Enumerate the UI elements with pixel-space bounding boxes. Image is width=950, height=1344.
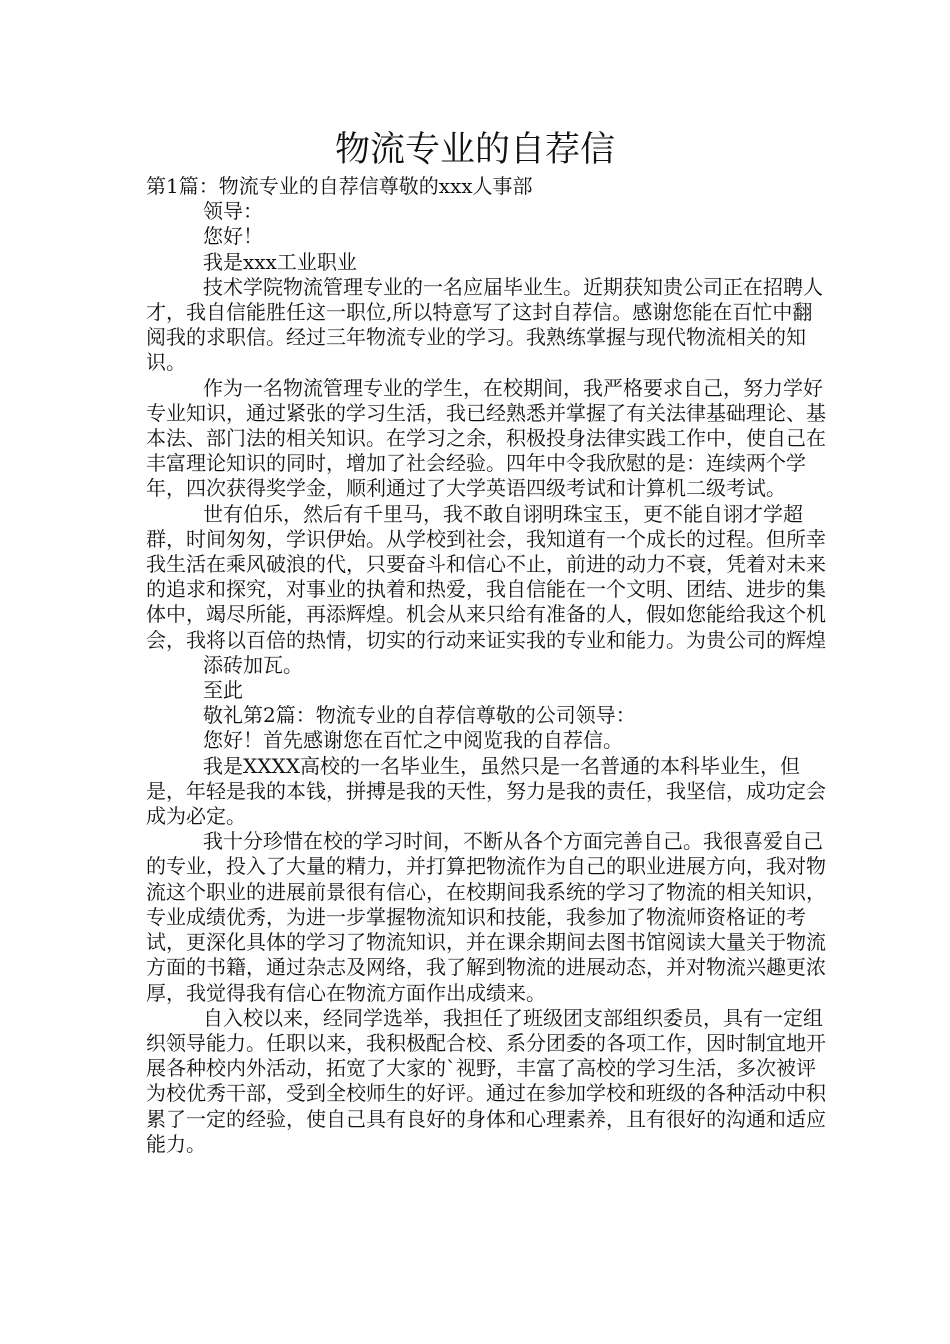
paragraph-body-3: 世有伯乐，然后有千里马，我不敢自诩明珠宝玉，更不能自诩才学超群，时间匆匆，学识伊始。从学校到社会，我知道有一个成长的过程。但所幸我生活在乘风破浪的代，只要奋斗和信心不止，前进的动力不衰，凭着对未来的追求和探究，对事业的执着和热爱，我自信能在一个文明、团结、进步的集体中，竭尽所能，再添辉煌。机会从来只给有准备的人，假如您能给我这个机会，我将以百倍的热情，切实的行动来证实我的专业和能力。为贵公司的辉煌 [146,501,826,652]
paragraph-body-5: 我是XXXX高校的一名毕业生，虽然只是一名普通的本科毕业生，但是，年轻是我的本钱，拼搏是我的天性，努力是我的责任，我坚信，成功定会成为必定。 [146,753,826,829]
paragraph-heading-2: 敬礼第2篇：物流专业的自荐信尊敬的公司领导： [203,703,636,728]
paragraph-body-7: 自入校以来，经同学选举，我担任了班级团支部组织委员，具有一定组织领导能力。任职以来，我积极配合校、系分团委的各项工作，因时制宜地开展各种校内外活动，拓宽了大家的`视野，丰富了高校的学习生活，多次被评为校优秀干部，受到全校师生的好评。通过在参加学校和班级的各种活动中积累了一定的经验，使自己具有良好的身体和心理素养，且有很好的沟通和适应能力。 [146,1005,826,1156]
document-title: 物流专业的自荐信 [334,130,615,170]
paragraph-salutation-1: 领导： [203,199,263,224]
paragraph-greeting-2: 您好！首先感谢您在百忙之中阅览我的自荐信。 [203,728,623,753]
paragraph-intro-1: 我是xxx工业职业 [203,249,357,274]
paragraph-greeting-1: 您好！ [203,224,263,249]
paragraph-heading-1: 第1篇：物流专业的自荐信尊敬的xxx人事部 [146,174,533,198]
paragraph-closing-1: 至此 [203,678,243,703]
paragraph-body-6: 我十分珍惜在校的学习时间，不断从各个方面完善自己。我很喜爱自己的专业，投入了大量的精力，并打算把物流作为自己的职业进展方向，我对物流这个职业的进展前景很有信心，在校期间我系统的学习了物流的相关知识，专业成绩优秀，为进一步掌握物流知识和技能，我参加了物流师资格证的考试，更深化具体的学习了物流知识，并在课余期间去图书馆阅读大量关于物流方面的书籍，通过杂志及网络，我了解到物流的进展动态，并对物流兴趣更浓厚，我觉得我有信心在物流方面作出成绩来。 [146,829,826,1005]
paragraph-body-1: 技术学院物流管理专业的一名应届毕业生。近期获知贵公司正在招聘人才，我自信能胜任这一职位,所以特意写了这封自荐信。感谢您能在百忙中翻阅我的求职信。经过三年物流专业的学习。我熟练掌握与现代物流相关的知识。 [146,274,823,375]
paragraph-body-2: 作为一名物流管理专业的学生，在校期间，我严格要求自己，努力学好专业知识，通过紧张的学习生活，我已经熟悉并掌握了有关法律基础理论、基本法、部门法的相关知识。在学习之余，积极投身法律实践工作中，使自己在丰富理论知识的同时，增加了社会经验。四年中令我欣慰的是：连续两个学年，四次获得奖学金，顺利通过了大学英语四级考试和计算机二级考试。 [146,375,826,501]
paragraph-body-4: 添砖加瓦。 [203,652,303,677]
document-body [146,174,826,1157]
